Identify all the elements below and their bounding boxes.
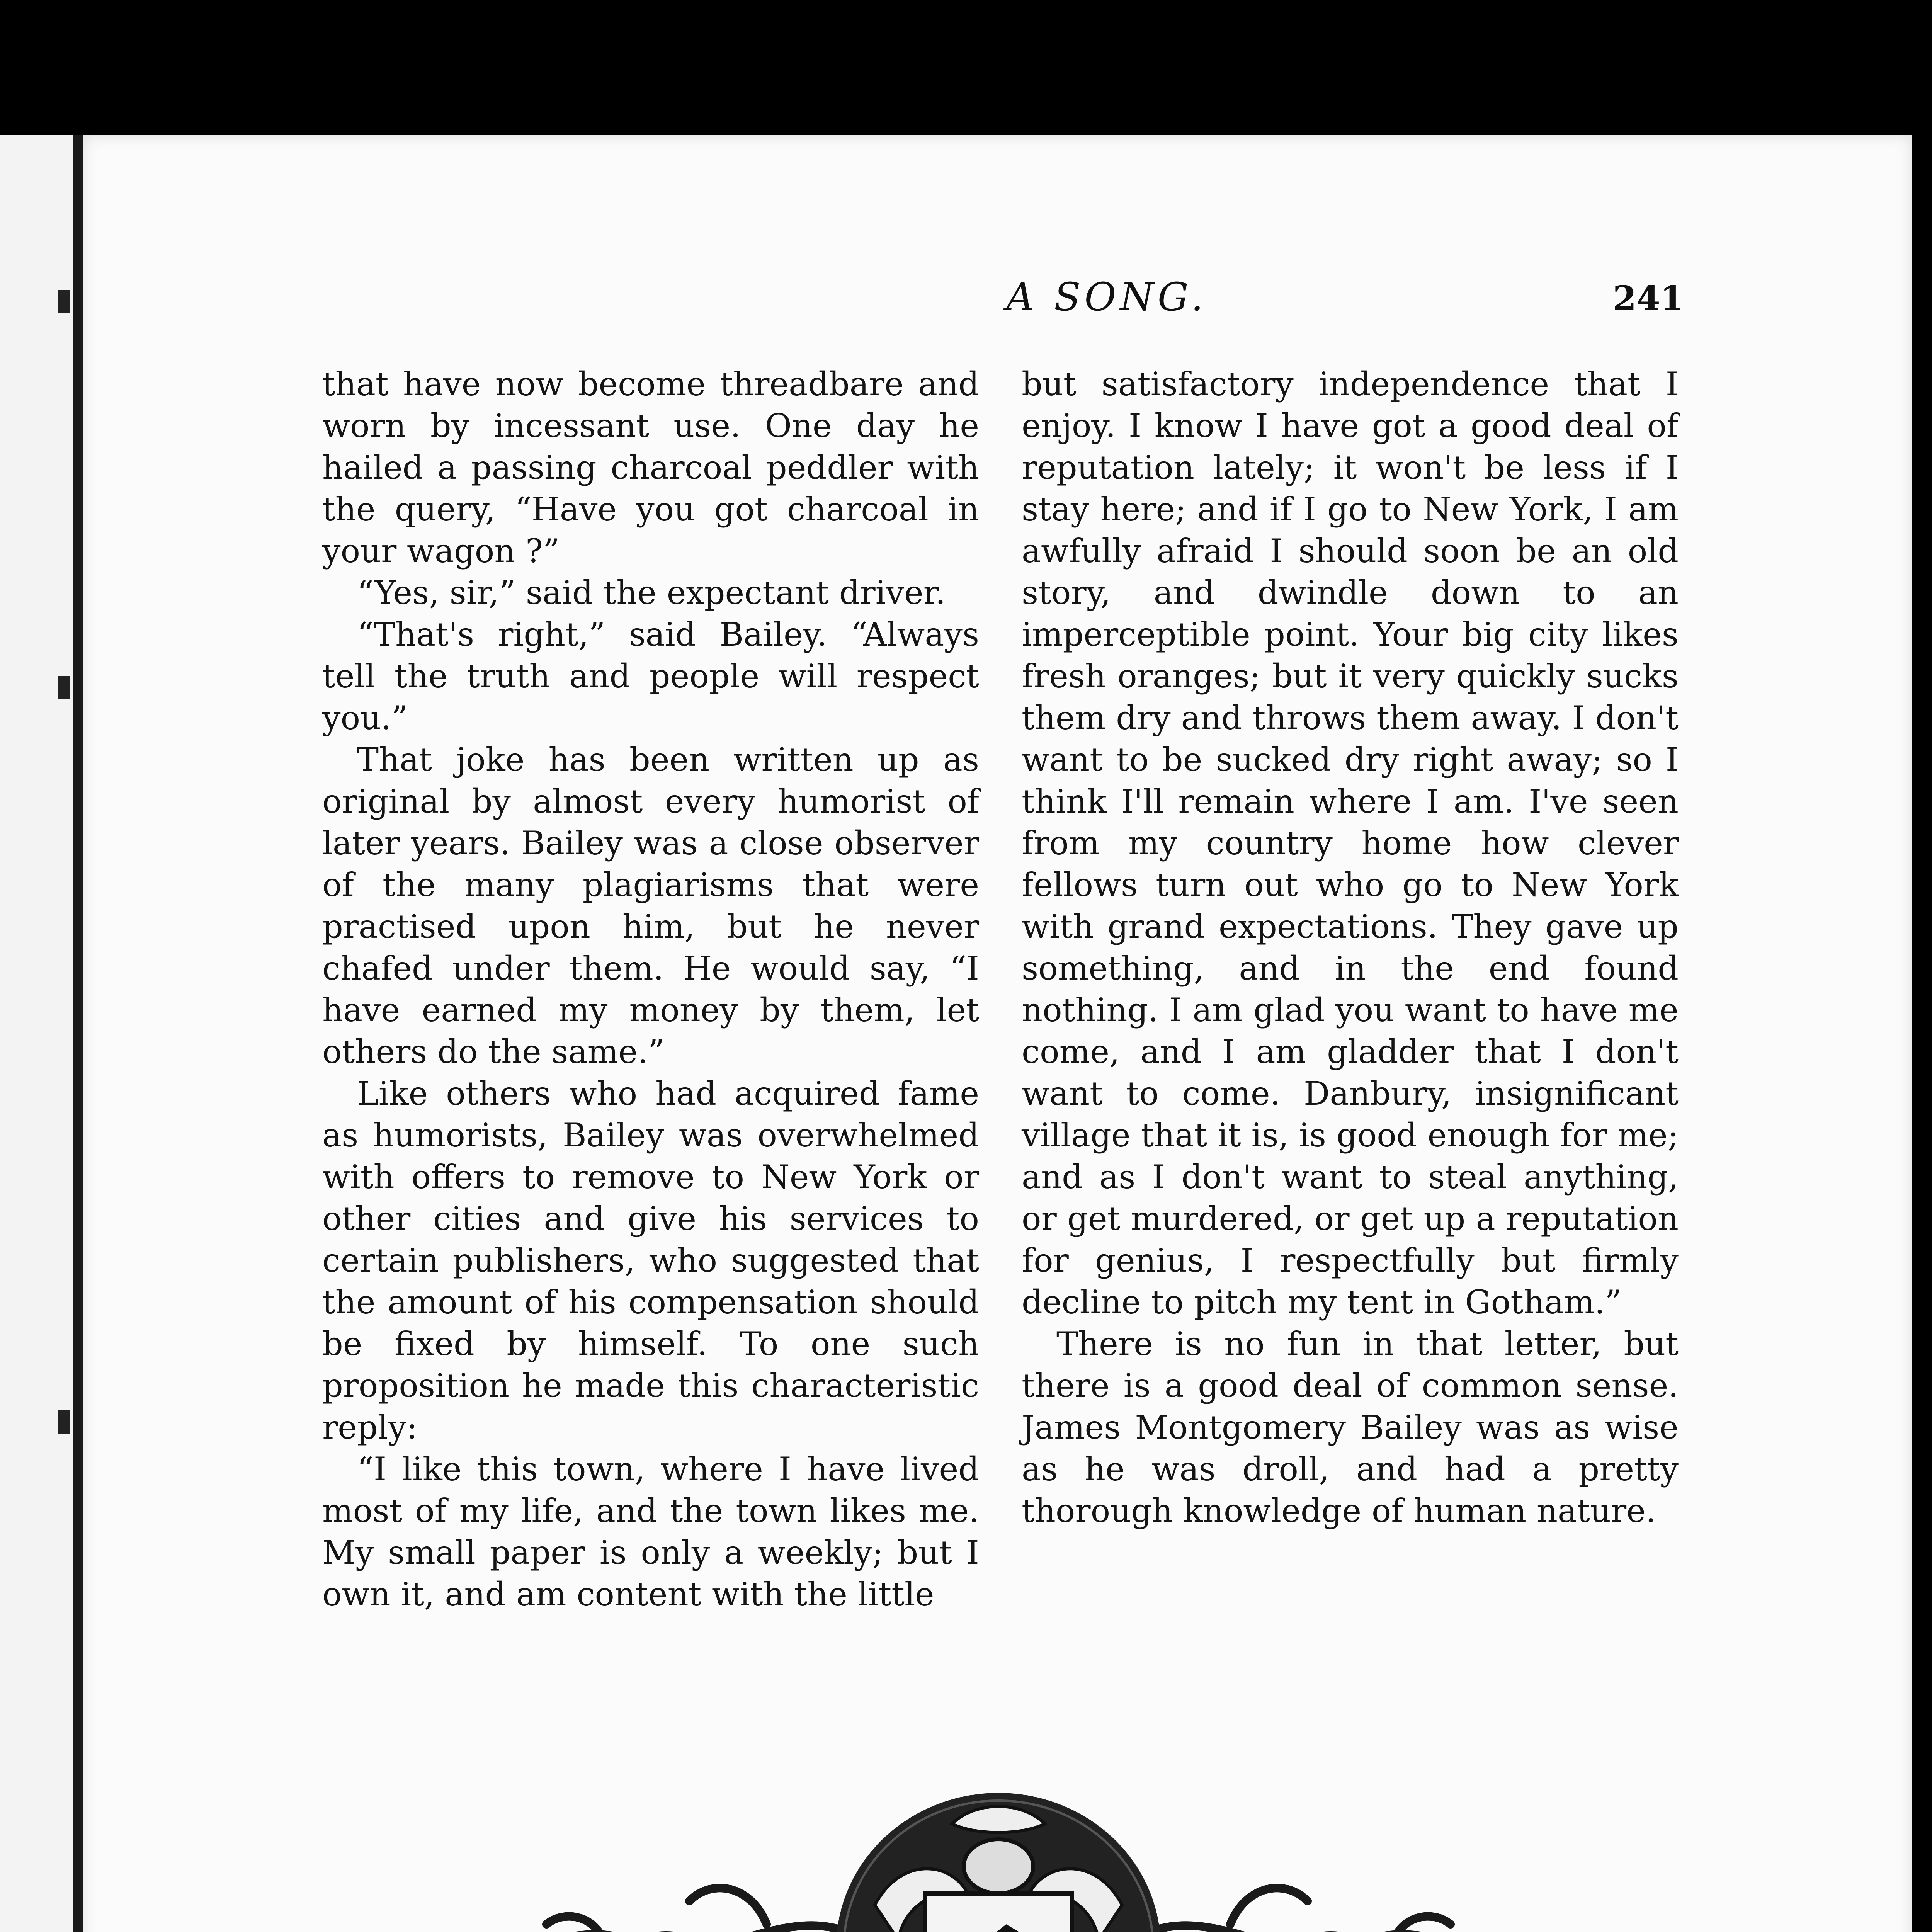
article-paragraph: “I like this town, where I have lived most of my life, and the town likes me. My small paper is only a weekly; but I own it, and am content with the little [322, 1450, 979, 1613]
article-right-column [1022, 363, 1679, 1532]
binding-mark [58, 290, 70, 313]
article-paragraph: Like others who had acquired fame as humorists, Bailey was overwhelmed with offers to remove to New York or other cities and give his services to certain publishers, who suggested that the amount of his compensation should be fixed by himself. To one such proposition he made this characteristic reply: [322, 1075, 979, 1446]
article-paragraph: that have now become threadbare and worn by incessant use. One day he hailed a passing charcoal peddler with the query, “Have you got charcoal in your wagon ?” [322, 365, 979, 570]
article-paragraph: “That's right,” said Bailey. “Always tell the truth and people will respect you.” [322, 616, 979, 737]
article-paragraph: There is no fun in that letter, but there is a good deal of common sense. James Montgomery Bailey was as wise as he was droll, and had a pretty thorough knowledge of human nature. [1022, 1325, 1679, 1530]
article-paragraph: but satisfactory independence that I enjoy. I know I have got a good deal of reputation lately; it won't be less if I stay here; and if I go to New York, I am awfully afraid I should soon be an old story, and dwindle down to an imperceptible point. Your big city likes fresh oranges; but it very quickly sucks them dry and throws them away. I don't want to be sucked dry right away; so I think I'll remain where I am. I've seen from my country home how clever fellows turn out who go to New York with grand expectations. They gave up something, and in the end found nothing. I am glad you want to have me come, and I am gladder that I don't want to come. Danbury, insignificant village that it is, is good enough for me; and as I don't want to steal anything, or get murdered, or get up a reputation for genius, I respectfully but firmly decline to pitch my tent in Gotham.” [1022, 365, 1679, 1321]
article-paragraph: That joke has been written up as original by almost every humorist of later years. Bailey was a close observer of the many plagiarisms that were practised upon him, but he never chafed under them. He would say, “I have earned my money by them, let others do the same.” [322, 741, 979, 1071]
article-paragraph: “Yes, sir,” said the expectant driver. [357, 574, 946, 612]
binding-mark [58, 676, 70, 699]
binding-mark [58, 1410, 70, 1434]
page-number: 241 [1613, 278, 1684, 318]
running-title: A SONG. [1006, 274, 1208, 320]
heraldic-lion-shield-ornament-icon [419, 1777, 1578, 1932]
magazine-page [83, 135, 1912, 1932]
article-left-column [322, 363, 979, 1615]
facing-page-edge [0, 135, 83, 1932]
